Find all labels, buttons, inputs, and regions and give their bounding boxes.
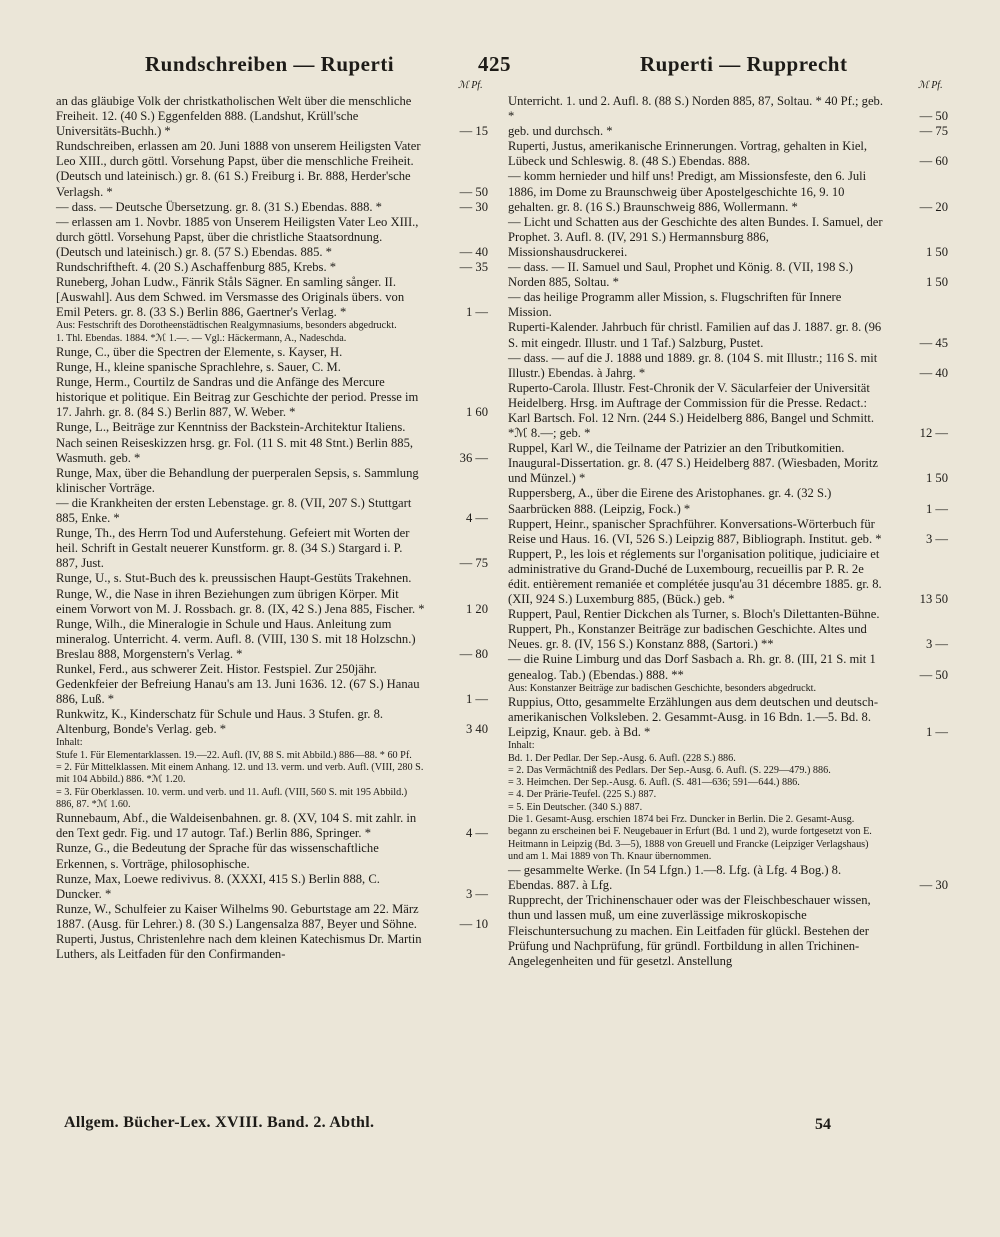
entry-price: — 15	[459, 124, 488, 139]
page-number: 425	[478, 52, 511, 76]
catalog-entry	[56, 215, 488, 260]
entry-text: Ruppersberg, A., über die Eirene des Aristophanes. gr. 4. (32 S.) Saarbrücken 888. (Leipzig, Fock.) *	[508, 486, 832, 516]
entry-text: Ruppert, P., les lois et réglements sur l'organisation politique, judiciaire et administrative du Grand-Duché de Luxembourg, recueillis par P. R. 2e édit. entièrement remaniée et complétée jusqu'au 31 décembre 1885. gr. 8. (XII, 924 S.) Luxemburg 885, (Bück.) geb. *	[508, 546, 882, 607]
catalog-entry	[508, 215, 948, 260]
catalog-entry	[56, 200, 488, 215]
entry-text: geb. und durchsch. *	[508, 124, 613, 139]
entry-price: — 45	[919, 335, 948, 350]
catalog-entry	[508, 547, 948, 607]
catalog-entry	[56, 737, 488, 811]
entry-text: Ruperti-Kalender. Jahrbuch für christl. Familien auf das J. 1887. gr. 8. (96 S. mit eingedr. Illustr. und 1 Taf.) Salzburg, Pustet.	[508, 320, 882, 350]
catalog-entry	[508, 486, 948, 516]
entry-price: — 20	[919, 199, 948, 214]
entry-price: — 50	[919, 667, 948, 682]
catalog-entry	[508, 622, 948, 652]
entry-price: 13 50	[919, 592, 948, 607]
entry-text: — dass. — II. Samuel und Saul, Prophet und König. 8. (VII, 198 S.) Norden 885, Soltau. *	[508, 260, 853, 290]
catalog-entry	[56, 375, 488, 420]
entry-text: Rundschreiben, erlassen am 20. Juni 1888 von unserem Heiligsten Vater Leo XIII., durch göttl. Vorsehung Papst, über die menschliche Freiheit. (Deutsch und lateinisch.) gr. 8. (61 S.) Freiburg i. Br. 888, Herder'sche Verlagsh. *	[56, 139, 421, 199]
entry-price: 1 20	[465, 601, 488, 616]
entry-text: — die Krankheiten der ersten Lebenstage. gr. 8. (VII, 207 S.) Stuttgart 885, Enke. *	[56, 495, 412, 526]
entry-text: Runze, W., Schulfeier zu Kaiser Wilhelms 90. Geburtstage am 22. März 1887. (Ausg. für Lehrer.) 8. (30 S.) Langensalza 887, Beyer und Söhne.	[56, 901, 419, 931]
entry-text: — dass. — Deutsche Übersetzung. gr. 8. (31 S.) Ebendas. 888. *	[56, 199, 382, 214]
entry-text: Runeberg, Johan Ludw., Fänrik Ståls Sägner. En samling sånger. II. [Auswahl]. Aus dem Schwed. im Versmasse des Originals übers. von Emil Peters. gr. 8. (33 S.) Berlin 886, Gaertner's Verlag. *	[56, 275, 405, 320]
catalog-entry	[56, 320, 488, 345]
entry-text: Runge, L., Beiträge zur Kenntniss der Backstein-Architektur Italiens. Nach seinen Reiseskizzen hrsg. gr. Fol. (11 S. mit 48 Stnt.) Berlin 885, Wasmuth. geb. *	[56, 420, 414, 465]
entry-price: 3 —	[465, 886, 488, 901]
entry-text: Ruppel, Karl W., die Teilname der Patrizier an den Tributkomitien. Inaugural-Dissertation. gr. 8. (47 S.) Heidelberg 887. (Wiesbaden, Moritz und Münzel.) *	[508, 441, 878, 486]
currency-label-right: ℳ Pf.	[918, 80, 943, 91]
entry-text: Ruperti, Justus, amerikanische Erinnerungen. Vortrag, gehalten in Kiel, Lübeck und Schleswig. 8. (48 S.) Ebendas. 888.	[508, 139, 868, 169]
entry-price: 1 60	[465, 405, 488, 420]
entry-text: — das heilige Programm aller Mission, s. Flugschriften für Innere Mission.	[508, 290, 842, 320]
catalog-entry	[56, 345, 488, 360]
catalog-entry	[508, 260, 948, 290]
entry-text: Runge, H., kleine spanische Sprachlehre, s. Sauer, C. M.	[56, 360, 341, 375]
catalog-entry	[508, 863, 948, 893]
entry-text: — die Ruine Limburg und das Dorf Sasbach a. Rh. gr. 8. (III, 21 S. mit 1 genealog. Tab.) (Ebendas.) 888. **	[508, 652, 876, 682]
footer-sheet-number: 54	[815, 1116, 831, 1133]
header-right-title: Ruperti — Rupprecht	[640, 52, 848, 76]
catalog-entry	[56, 841, 488, 871]
catalog-entry	[56, 932, 488, 962]
entry-text: — erlassen am 1. Novbr. 1885 von Unserem Heiligsten Vater Leo XIII., durch göttl. Vorsehung Papst, über die christliche Staatsordnung. (Deutsch und lateinisch.) gr. 8. (57 S.) Ebendas. 885. *	[56, 214, 419, 259]
entry-price: — 40	[919, 365, 948, 380]
catalog-entry	[508, 290, 948, 320]
catalog-entry	[508, 893, 948, 968]
catalog-entry	[56, 275, 488, 320]
entry-text: Ruppert, Heinr., spanischer Sprachführer. Konversations-Wörterbuch für Reise und Haus. 16. (VI, 526 S.) Leipzig 887, Bibliograph. Institut. geb. *	[508, 516, 882, 546]
catalog-entry	[508, 169, 948, 214]
entry-price: — 50	[459, 184, 488, 199]
entry-price: — 75	[919, 124, 948, 139]
catalog-entry	[56, 94, 488, 139]
entry-text: Aus: Konstanzer Beiträge zur badischen Geschichte, besonders abgedruckt.	[508, 682, 817, 694]
entry-text: Ruppert, Paul, Rentier Dickchen als Turner, s. Bloch's Dilettanten-Bühne.	[508, 607, 880, 622]
entry-text: Aus: Festschrift des Dorotheenstädtischen Realgymnasiums, besonders abgedruckt. 1. Thl. Ebendas. 1884. *ℳ 1.—. — Vgl.: Häckermann, A., Nadeschda.	[56, 320, 397, 344]
entry-text: Runge, C., über die Spectren der Elemente, s. Kayser, H.	[56, 345, 343, 359]
entry-text: Inhalt: Bd. 1. Der Pedlar. Der Sep.-Ausg. 6. Aufl. (228 S.) 886. = 2. Das Vermächtniß des Pedlars. Der Sep.-Ausg. 6. Aufl. (S. 229—479.) 886. = 3. Heimchen. Der Sep.-Ausg. 6. Aufl. (S. 481—636; 591—644.) 886. = 4. Der Prärie-Teufel. (225 S.) 887. = 5. Ein Deutscher. (340 S.) 887. Die 1. Gesamt-Ausg. erschien 1874 bei Frz. Duncker in Berlin. Die 2. Gesamt-Ausg. begann zu erscheinen bei F. Neugebauer in Erfurt (Bd. 1 und 2), wurde fortgesetzt von E. Heitmann in Leipzig (Bd. 3—5), 1888 von Greuell und Francke (Leipziger Verlagshaus) und am 1. Mai 1889 von Th. Knaur übernommen.	[508, 740, 872, 862]
entry-price: 1 50	[925, 275, 948, 290]
footer-signature: Allgem. Bücher-Lex. XVIII. Band. 2. Abthl.	[64, 1114, 375, 1131]
currency-label-left: ℳ Pf.	[458, 80, 483, 91]
entry-text: Runge, W., die Nase in ihren Beziehungen zum übrigen Körper. Mit einem Vorwort von M. J. Rossbach. gr. 8. (IX, 42 S.) Jena 885, Fischer. *	[56, 586, 425, 616]
entry-price: — 40	[459, 244, 488, 259]
entry-price: — 30	[919, 878, 948, 893]
entry-price: — 75	[459, 556, 488, 571]
entry-price: — 10	[459, 916, 488, 931]
catalog-entry	[56, 466, 488, 496]
catalog-entry	[56, 571, 488, 586]
entry-text: Ruppius, Otto, gesammelte Erzählungen aus dem deutschen und deutsch-amerikanischen Volksleben. 2. Gesammt-Ausg. in 16 Bdn. 1.—5. Bd. 8. Leipzig, Knaur. geb. à Bd. *	[508, 694, 879, 740]
catalog-entry	[56, 360, 488, 375]
entry-price: — 50	[919, 109, 948, 124]
entry-price: 1 —	[465, 305, 488, 320]
catalog-entry	[56, 587, 488, 617]
entry-price: 3 40	[465, 722, 488, 737]
entry-price: — 30	[459, 199, 488, 214]
entry-price: 4 —	[465, 511, 488, 526]
entry-text: Ruppert, Ph., Konstanzer Beiträge zur badischen Geschichte. Altes und Neues. gr. 8. (IV, 156 S.) Konstanz 888, (Sartori.) **	[508, 622, 867, 652]
entry-price: 4 —	[465, 826, 488, 841]
catalog-entry	[508, 652, 948, 682]
entry-text: Runge, Th., des Herrn Tod und Auferstehung. Gefeiert mit Worten der heil. Schrift in Gestalt neuerer Kunstform. gr. 8. (34 S.) Stargard i. P. 887, Just.	[56, 526, 410, 571]
entry-price: 1 —	[925, 725, 948, 740]
entry-text: an das gläubige Volk der christkatholischen Welt über die menschliche Freiheit. 12. (40 S.) Eggenfelden 888. (Landshut, Krüll'sche Universitäts-Buchh.) *	[56, 94, 412, 139]
catalog-entry	[56, 420, 488, 465]
catalog-entry	[508, 695, 948, 740]
entry-text: Rupprecht, der Trichinenschauer oder was der Fleischbeschauer wissen, thun und lassen muß, um eine zuverlässige mikroskopische Fleischuntersuchung zu machen. Ein Leitfaden für glückl. Bestehen der Prüfung und Nachprüfung, für gründl. Fortbildung in allen Trichinen-Angelegenheiten und für gesetzl. Anstellung	[508, 893, 871, 968]
entry-price: 36 —	[459, 450, 488, 465]
catalog-entry	[508, 124, 948, 139]
catalog-entry	[508, 683, 948, 695]
entry-text: Ruperti, Justus, Christenlehre nach dem kleinen Katechismus Dr. Martin Luthers, als Leitfaden für den Confirmanden-	[56, 931, 422, 962]
entry-text: Inhalt: Stufe 1. Für Elementarklassen. 19.—22. Aufl. (IV, 88 S. mit Abbild.) 886—88. * 60 Pf. = 2. Für Mittelklassen. Mit einem Anhang. 12. und 13. verm. und verb. Aufl. (VIII, 280 S. mit 104 Abbild.) 886. *ℳ 1.20. = 3. Für Oberklassen. 10. verm. und verb. und 11. Aufl. (VIII, 560 S. mit 195 Abbild.) 886, 87. *ℳ 1.60.	[56, 737, 424, 810]
catalog-entry	[56, 662, 488, 707]
entry-text: Unterricht. 1. und 2. Aufl. 8. (88 S.) Norden 885, 87, Soltau. * 40 Pf.; geb. *	[508, 94, 883, 124]
catalog-entry	[508, 607, 948, 622]
entry-price: 1 50	[925, 471, 948, 486]
left-column	[56, 94, 488, 962]
entry-text: Runkel, Ferd., aus schwerer Zeit. Histor. Festspiel. Zur 250jähr. Gedenkfeier der Befreiung Hanau's am 13. Juni 1636. 12. (67 S.) Hanau 886, Luß. *	[56, 661, 420, 707]
catalog-entry	[508, 351, 948, 381]
catalog-entry	[508, 94, 948, 124]
catalog-entry	[508, 517, 948, 547]
entry-text: — Licht und Schatten aus der Geschichte des alten Bundes. I. Samuel, der Prophet. 3. Aufl. 8. (IV, 291 S.) Hermannsburg 886, Missionshausdruckerei.	[508, 214, 883, 259]
entry-text: Runge, Max, über die Behandlung der puerperalen Sepsis, s. Sammlung klinischer Vorträge.	[56, 465, 419, 495]
entry-text: — dass. — auf die J. 1888 und 1889. gr. 8. (104 S. mit Illustr.; 116 S. mit Illustr.) Ebendas. à Jahrg. *	[508, 350, 878, 380]
catalog-entry	[56, 496, 488, 526]
header-left-title: Rundschreiben — Ruperti	[145, 52, 395, 76]
catalog-entry	[508, 441, 948, 486]
catalog-entry	[508, 381, 948, 441]
catalog-entry	[56, 902, 488, 932]
entry-text: Runkwitz, K., Kinderschatz für Schule und Haus. 3 Stufen. gr. 8. Altenburg, Bonde's Verlag. geb. *	[56, 707, 384, 737]
entry-text: Runge, Wilh., die Mineralogie in Schule und Haus. Anleitung zum mineralog. Unterricht. 4. verm. Aufl. 8. (VIII, 130 S. mit 18 Holzschn.) Breslau 888, Morgenstern's Verlag. *	[56, 616, 416, 661]
entry-price: — 60	[919, 154, 948, 169]
entry-text: Runge, Herm., Courtilz de Sandras und die Anfänge des Mercure historique et politique. Ein Beitrag zur Geschichte der period. Presse im 17. Jahrh. gr. 8. (84 S.) Berlin 887, W. Weber. *	[56, 375, 419, 420]
catalog-entry	[56, 707, 488, 737]
entry-price: 1 —	[465, 692, 488, 707]
catalog-entry	[56, 617, 488, 662]
catalog-entry	[508, 320, 948, 350]
catalog-entry	[56, 526, 488, 571]
catalog-entry	[56, 872, 488, 902]
entry-price: 1 —	[925, 501, 948, 516]
entry-price: 3 —	[925, 637, 948, 652]
entry-price: — 80	[459, 646, 488, 661]
entry-price: 12 —	[919, 426, 948, 441]
catalog-entry	[56, 139, 488, 199]
entry-text: Runge, U., s. Stut-Buch des k. preussischen Haupt-Gestüts Trakehnen.	[56, 571, 412, 586]
catalog-entry	[508, 740, 948, 863]
catalog-entry	[508, 139, 948, 169]
right-column	[508, 94, 948, 969]
catalog-entry	[56, 811, 488, 841]
entry-text: — gesammelte Werke. (In 54 Lfgn.) 1.—8. Lfg. (à Lfg. 4 Bog.) 8. Ebendas. 887. à Lfg.	[508, 863, 842, 893]
catalog-entry	[56, 260, 488, 275]
entry-text: — komm hernieder und hilf uns! Predigt, am Missionsfeste, den 6. Juli 1886, im Dome zu Braunschweig über Apostelgeschichte 16, 9. 10 gehalten. gr. 8. (16 S.) Braunschweig 886, Wollermann. *	[508, 169, 867, 214]
entry-text: Rundschriftheft. 4. (20 S.) Aschaffenburg 885, Krebs. *	[56, 260, 337, 275]
entry-text: Runze, G., die Bedeutung der Sprache für das wissenschaftliche Erkennen, s. Vorträge, philosophische.	[56, 841, 379, 871]
entry-price: 3 —	[925, 531, 948, 546]
entry-text: Ruperto-Carola. Illustr. Fest-Chronik der V. Säcularfeier der Universität Heidelberg. Hrsg. im Auftrage der Commission für die Presse. Redact.: Karl Bartsch. Fol. 12 Nrn. (244 S.) Heidelberg 886, Bangel und Schmitt. *ℳ 8.—; geb. *	[508, 380, 874, 441]
entry-text: Runnebaum, Abf., die Waldeisenbahnen. gr. 8. (XV, 104 S. mit zahlr. in den Text gedr. Fig. und 17 autogr. Taf.) Berlin 886, Springer. *	[56, 811, 417, 841]
entry-price: — 35	[459, 260, 488, 275]
entry-text: Runze, Max, Loewe redivivus. 8. (XXXI, 415 S.) Berlin 888, C. Duncker. *	[56, 871, 380, 901]
entry-price: 1 50	[925, 244, 948, 259]
